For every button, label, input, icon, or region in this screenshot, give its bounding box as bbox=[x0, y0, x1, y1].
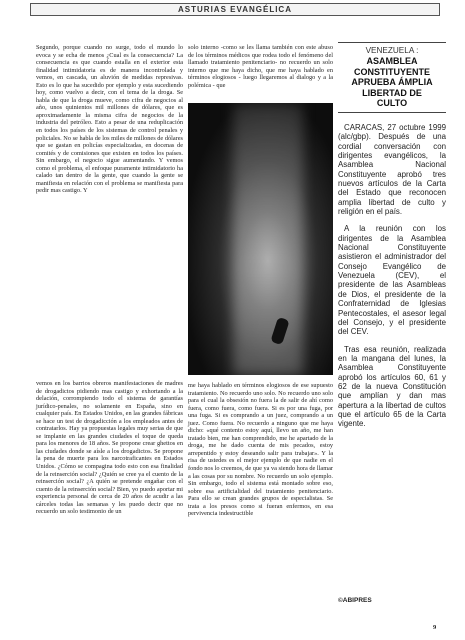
article-column-1-bottom bbox=[36, 380, 183, 516]
sidebar-title-line: ASAMBLEA bbox=[366, 56, 418, 66]
sidebar-kicker: VENEZUELA : bbox=[365, 46, 419, 55]
article-text: me haya hablado en términos elogiosos de ese supuesto tratamiento. No recuerdo uno solo. No recuerdo uno solo para el cual la obsesión no fuera la de salir de ahí como fuera, como fuera, como fuera. Si es por una fuga, por una fuga. Si es comprando a un juez, comprando a un juez. Como fuera. No recuerdo a ninguno que me haya dicho: «qué contento estoy aquí, llevo un año, me han tratado bien, me han comprendido, me he apartado de la droga, me he dado cuenta de mis pecados, estoy arrepentido y estoy deseando salir para trabajar». Y la risa de ustedes es el mejor ejemplo de que nadie en el fondo nos lo creemos, de que ya va siendo hora de llamar a las cosas por su nombre. No recuerdo un solo ejemplo. Sin embargo, todo el sistema está montado sobre eso, sobre esa artificialidad del tratamiento penitenciario. Para ello se crean grandes grupos de especialistas. Se trata a los presos como si fueran enfermos, en esa pervivencia indestructible bbox=[188, 382, 333, 518]
sidebar-paragraph: A la reunión con los dirigentes de la Asamblea Nacional Constituyente asistieron el administrador del Consejo Evangélico de Venezuela (CEV), el presidente de las Asambleas de Dios, el presidente de la Confraternidad de Iglesias Pentecostales, el asesor legal del Consejo, y el presidente del CEV. bbox=[338, 224, 446, 337]
article-text: solo interno -como se les llama también con este abuso de los términos médicos que rodea todo el fenómeno del llamado tratamiento penitenciario- no recuerdo un solo interno que me haya dicho, que me haya hablado en términos elogiosos - luego llegaremos al dialogo y a la polémica - que bbox=[188, 44, 333, 89]
article-text: Segundo, porque cuando no surge, todo el mundo lo evoca y se echa de menos ¿Cual es la consecuencia? La consecuencia es que cuando estalla en el exterior esta finalidad intimidatoria es de manera incontrolada y vemos, en cascada, un aluvión de medidas represivas. Esto es lo que ha sucedido por ejemplo y esta sucediendo hoy, como vuelvo a decir, con el tema de la droga. Se habla de que la droga mueve, como cifra de negocios al año, unos quinientos mil millones de dólares, que es aproximadamente la misma cifra de negocios de la industria del petróleo. Esto a pesar de una reduplicación en todos los países de los sistemas de control penales y policiales. No se habla de los miles de millones de dólares que se gastan en policías especializadas, en docenas de comités y de comisiones que existen en todos los países. Sin embargo, el negocio sigue aumentando. Y vemos como el problema, el enfoque puramente intimidatorio ha calado tan dentro de la gente, que cuando la gente se manifiesta en relación con el problema se manifiesta para pedir mas castigo. Y bbox=[36, 44, 183, 195]
news-sidebar bbox=[338, 42, 446, 437]
sidebar-title-line: CULTO bbox=[376, 98, 408, 109]
sidebar-headline-box bbox=[338, 42, 446, 113]
running-header: ASTURIAS EVANGÉLICA bbox=[30, 3, 440, 16]
sidebar-title-line: LIBERTAD DE bbox=[362, 87, 422, 98]
sidebar-title-line: APRUEBA ÁMPLIA bbox=[351, 77, 433, 88]
article-column-2-top bbox=[188, 44, 333, 89]
article-column-2-bottom bbox=[188, 382, 333, 518]
sidebar-signature: ©ABIPRES bbox=[338, 597, 372, 604]
light-beam bbox=[233, 103, 303, 375]
cave-diver-photo bbox=[188, 103, 333, 375]
article-text: vemos en los barrios obreros manifestaciones de madres de drogadictos pidiendo mas castigo y exhortando a la delación, corrompiendo todo el sistema de garantías jurídico-penales, no solamente en España, sino en cualquier país. En Estados Unidos, en las grandes fábricas se hace un test de drogadicción a los empleados antes de contratarlos. Hay ya propuestas legales muy serias de que se implante en las grandes ciudades el toque de queda para los menores de 18 años. Se propone crear ghettos en las ciudades donde se aísle a los drogadictos. Se propone la pena de muerte para los narcotraficantes en Estados Unidos. ¿Cómo se compagina todo esto con esa finalidad de la reinserción social? ¿Quién se cree ya el cuento de la reinserción social? ¿A quién se pretende engañar con el cuento de la reinserción social? Bien, yo puedo aportar mi experiencia personal de cerca de 20 años de acudir a las cárceles todas las semanas y les puedo decir que no recuerdo un solo testimonio de un bbox=[36, 380, 183, 516]
sidebar-paragraph: CARACAS, 27 octubre 1999 (alc/gbp). Después de una cordial conversación con dirigentes evangélicos, la Asamblea Nacional Constituyente aprobó tres nuevos artículos de la Carta del Estado que reconocen amplia libertad de culto y religión en el país. bbox=[338, 122, 446, 217]
page-number: 9 bbox=[433, 624, 437, 631]
sidebar-body bbox=[338, 123, 446, 429]
sidebar-title-line: CONSTITUYENTE bbox=[353, 66, 430, 77]
sidebar-paragraph: Tras esa reunión, realizada en la mangana del lunes, la Asamblea Constituyente aprobó los artículos 60, 61 y 62 de la nueva Constitución que amplían y dan mas apertura a la libertad de cultos que el artículo 65 de la Carta vigente. bbox=[338, 344, 446, 429]
article-column-1-top bbox=[36, 44, 183, 195]
